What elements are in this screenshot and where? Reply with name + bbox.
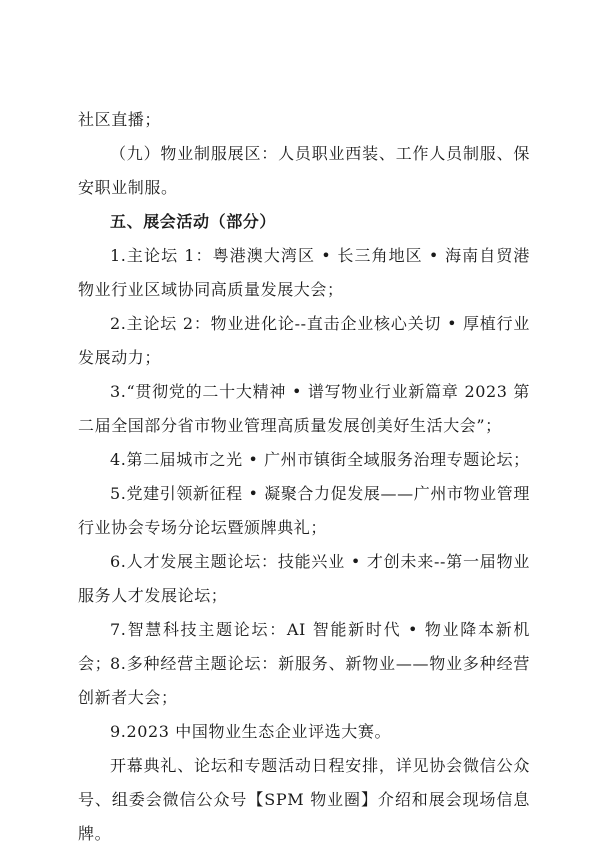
list-item-tech-forum: 7.智慧科技主题论坛：AI 智能新时代 • 物业降本新机会； — [78, 620, 530, 673]
paragraph-uniform-zone: （九）物业制服展区：人员职业西装、工作人员制服、保安职业制服。 — [78, 144, 530, 197]
list-item-main-forum-1: 1.主论坛 1：粤港澳大湾区 • 长三角地区 • 海南自贸港物业行业区域协同高质量发展大会； — [78, 246, 530, 299]
list-item-party-building-forum: 5.党建引领新征程 • 凝聚合力促发展——广州市物业管理行业协会专场分论坛暨颁牌典礼； — [78, 484, 530, 537]
list-item-city-light-forum: 4.第二届城市之光 • 广州市镇街全域服务治理专题论坛； — [110, 450, 530, 469]
list-item-main-forum-2: 2.主论坛 2：物业进化论--直击企业核心关切 • 厚植行业发展动力； — [78, 314, 530, 367]
paragraph-closing-note: 开幕典礼、论坛和专题活动日程安排，详见协会微信公众号、组委会微信公众号【SPM 物业圈】介绍和展会现场信息牌。 — [78, 756, 530, 843]
section-heading-exhibition-activities: 五、展会活动（部分） — [110, 212, 277, 231]
list-item-conference: 3.“贯彻党的二十大精神 • 谱写物业行业新篇章 2023 第二届全国部分省市物业管理高质量发展创美好生活大会”； — [78, 382, 530, 435]
paragraph-continuation: 社区直播； — [78, 110, 162, 129]
list-item-talent-forum: 6.人才发展主题论坛：技能兴业 • 才创未来--第一届物业服务人才发展论坛； — [78, 552, 530, 605]
list-item-competition: 9.2023 中国物业生态企业评选大赛。 — [110, 722, 392, 741]
list-item-diversified-business-forum: 8.多种经营主题论坛：新服务、新物业——物业多种经营创新者大会； — [78, 654, 530, 707]
